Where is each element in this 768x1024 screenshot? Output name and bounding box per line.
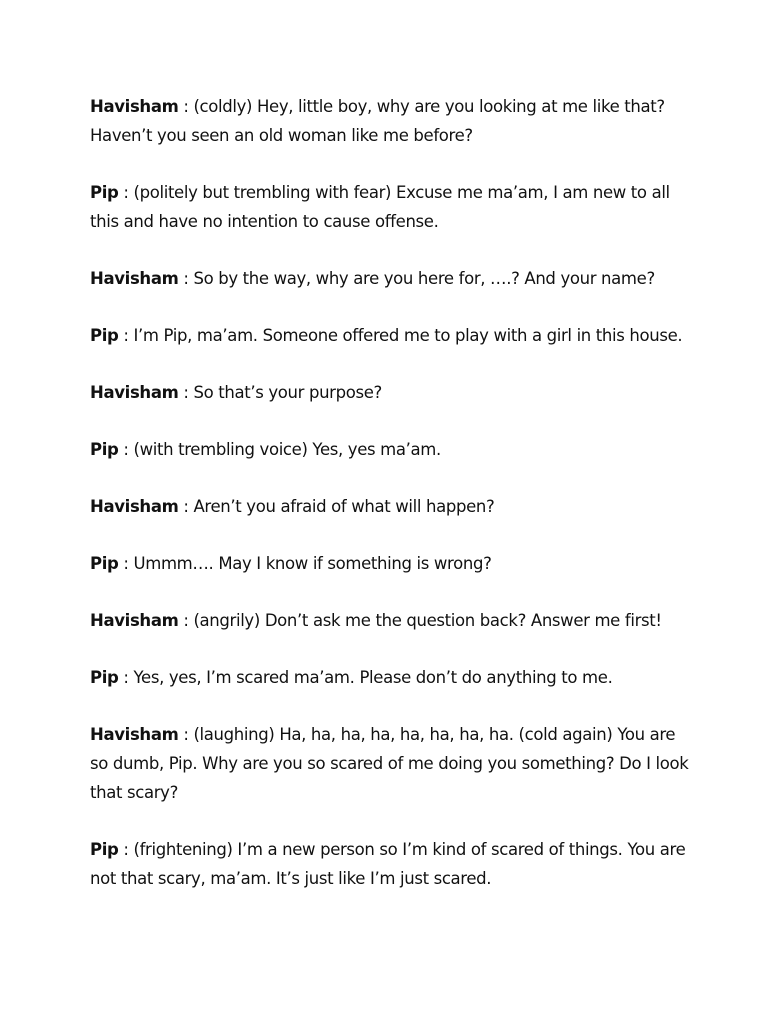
dialogue-text: : So that’s your purpose?: [178, 383, 382, 402]
dialogue-line: [90, 435, 690, 464]
speaker-name: Havisham: [90, 725, 179, 744]
speaker-name: Pip: [90, 668, 119, 687]
speaker-name: Pip: [90, 326, 119, 345]
dialogue-text: : (coldly) Hey, little boy, why are you looking at me like that? Haven’t you seen an old woman like me before?: [90, 97, 665, 145]
dialogue-text: : Yes, yes, I’m scared ma’am. Please don’t do anything to me.: [118, 668, 613, 687]
dialogue-line: [90, 492, 690, 521]
dialogue-text: : (with trembling voice) Yes, yes ma’am.: [118, 440, 441, 459]
dialogue-line: [90, 321, 690, 350]
dialogue-line: [90, 178, 690, 236]
dialogue-text: : Aren’t you afraid of what will happen?: [178, 497, 495, 516]
dialogue-line: [90, 606, 690, 635]
speaker-name: Pip: [90, 183, 119, 202]
dialogue-line: [90, 663, 690, 692]
speaker-name: Havisham: [90, 269, 179, 288]
speaker-name: Pip: [90, 554, 119, 573]
speaker-name: Havisham: [90, 97, 179, 116]
speaker-name: Havisham: [90, 611, 179, 630]
speaker-name: Pip: [90, 840, 119, 859]
dialogue-text: : (angrily) Don’t ask me the question back? Answer me first!: [178, 611, 662, 630]
dialogue-text: : So by the way, why are you here for, ….? And your name?: [178, 269, 655, 288]
dialogue-text: : I’m Pip, ma’am. Someone offered me to play with a girl in this house.: [118, 326, 683, 345]
dialogue-page: [90, 92, 690, 921]
dialogue-line: [90, 549, 690, 578]
speaker-name: Havisham: [90, 383, 179, 402]
dialogue-text: : (politely but trembling with fear) Excuse me ma’am, I am new to all this and have no intention to cause offense.: [90, 183, 670, 231]
dialogue-line: [90, 92, 690, 150]
speaker-name: Havisham: [90, 497, 179, 516]
dialogue-text: : (laughing) Ha, ha, ha, ha, ha, ha, ha, ha. (cold again) You are so dumb, Pip. Why are you so scared of me doing you something? Do I look that scary?: [90, 725, 689, 802]
dialogue-text: : (frightening) I’m a new person so I’m kind of scared of things. You are not that scary, ma’am. It’s just like I’m just scared.: [90, 840, 686, 888]
speaker-name: Pip: [90, 440, 119, 459]
dialogue-line: [90, 720, 690, 807]
dialogue-line: [90, 835, 690, 893]
dialogue-text: : Ummm…. May I know if something is wrong?: [118, 554, 492, 573]
dialogue-line: [90, 264, 690, 293]
dialogue-line: [90, 378, 690, 407]
